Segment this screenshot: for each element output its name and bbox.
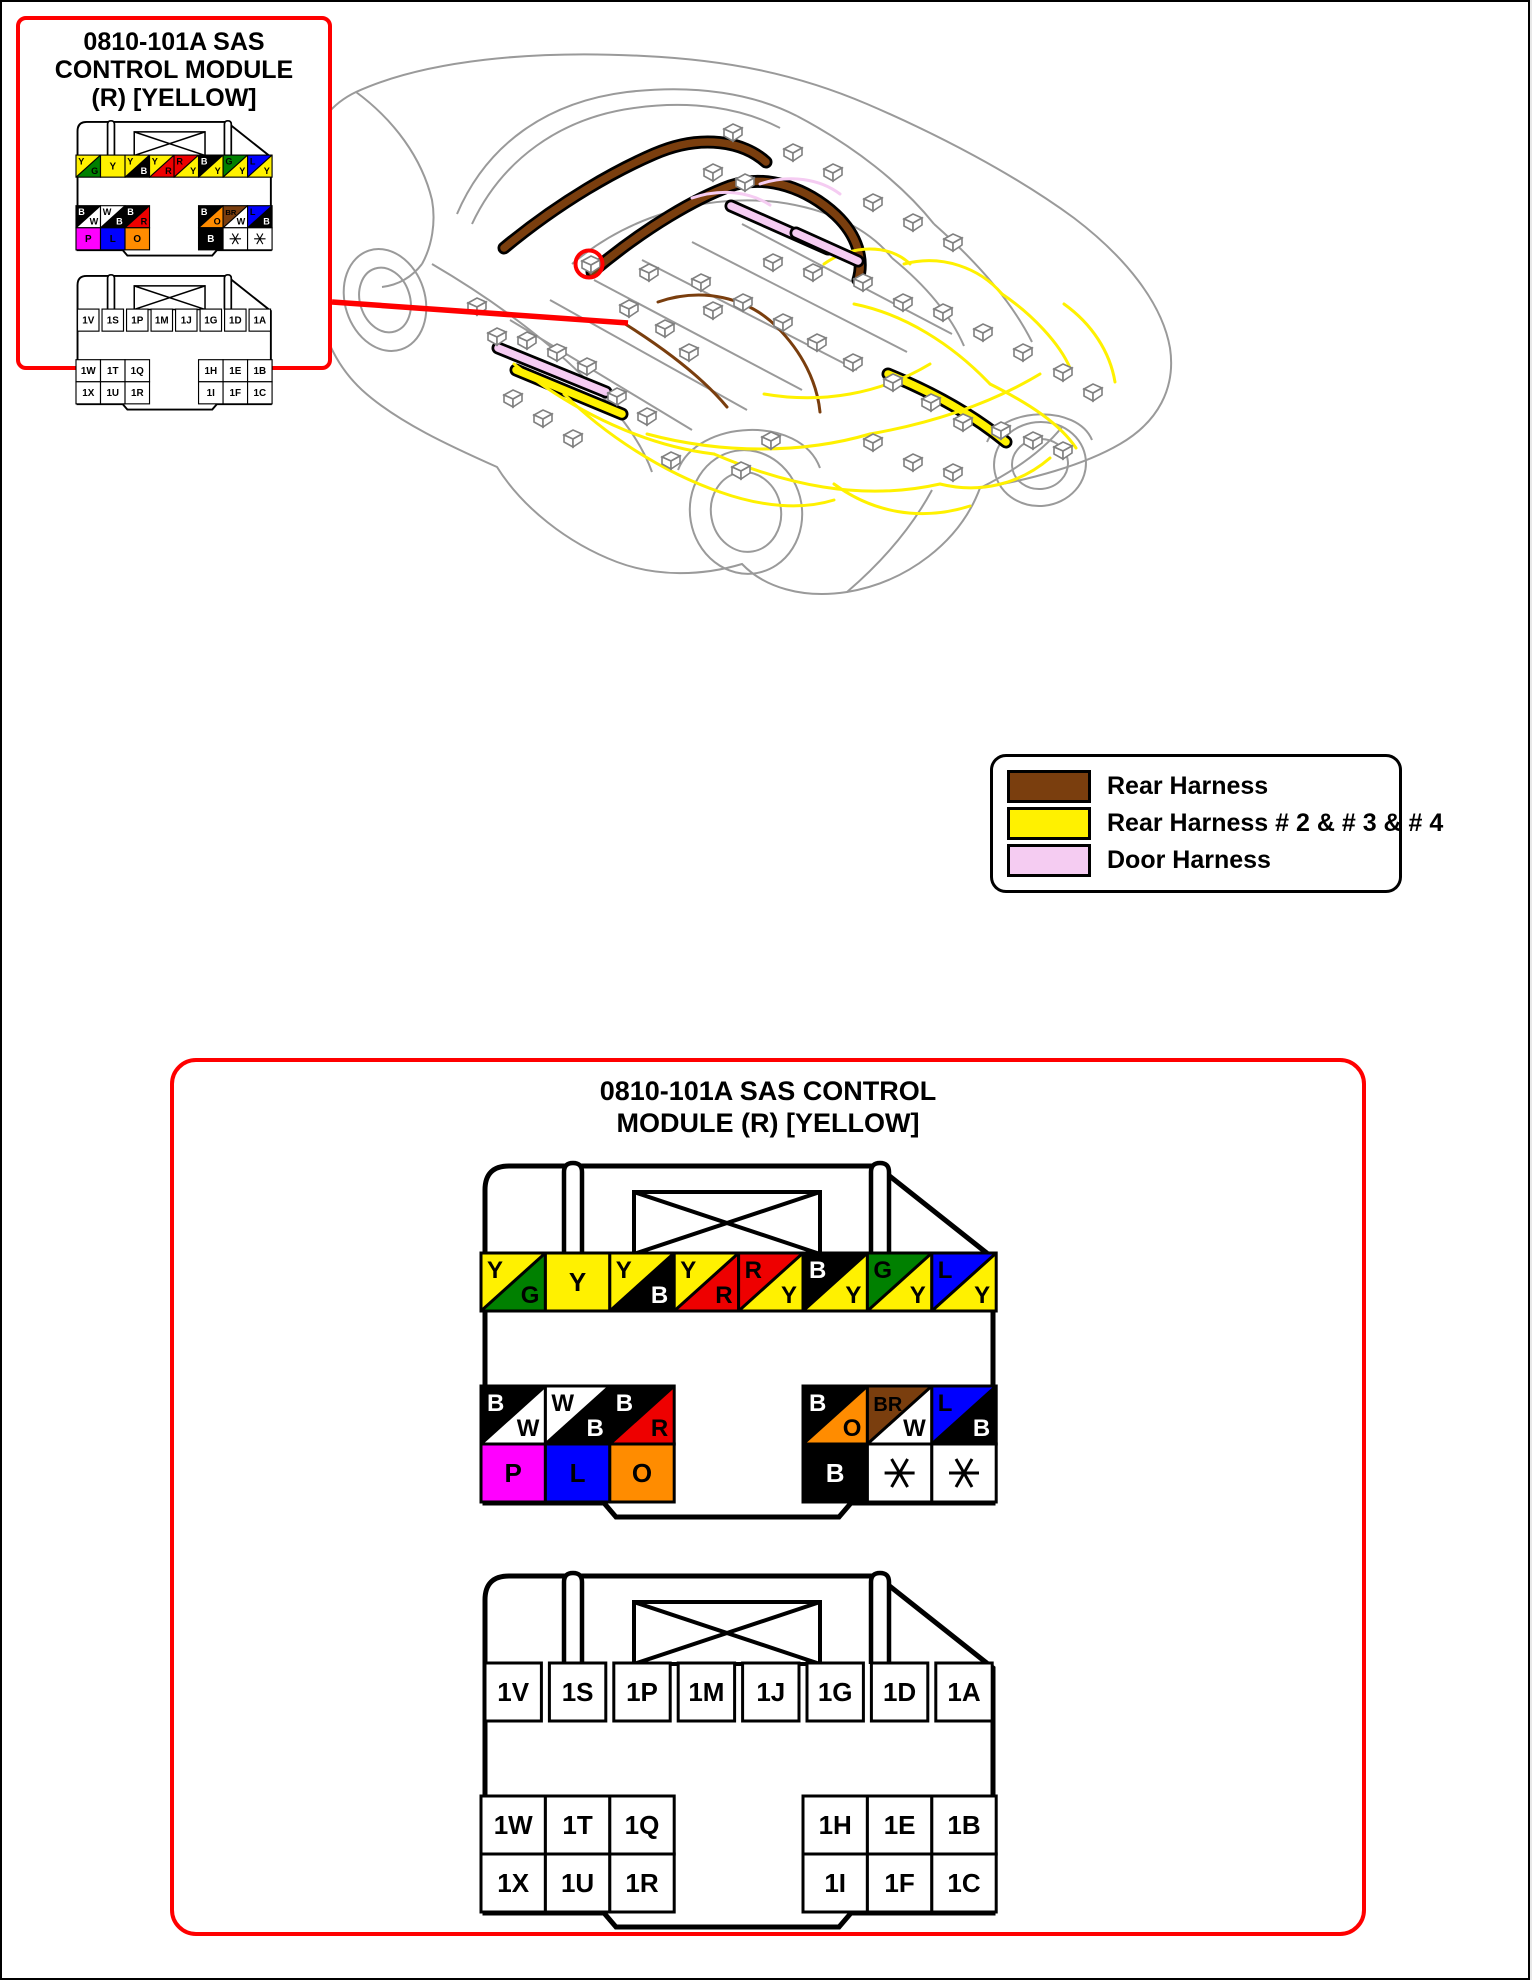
index-peg: [564, 1573, 582, 1664]
detail-title-line1: 0810-101A SAS CONTROL: [599, 1076, 937, 1106]
pin-cell-Y: [101, 155, 126, 177]
pin-cell-W-B: [101, 206, 126, 228]
svg-text:B: B: [200, 156, 208, 167]
svg-text:Y: Y: [615, 1257, 632, 1284]
svg-text:B: B: [972, 1415, 991, 1442]
svg-text:B: B: [78, 207, 85, 218]
pin-cell-B-O: [803, 1386, 867, 1444]
svg-text:B: B: [615, 1390, 634, 1417]
pin-cell-B: [803, 1444, 867, 1502]
pin-cell-*: [248, 228, 273, 250]
index-peg: [871, 1163, 889, 1254]
svg-text:O: O: [842, 1415, 862, 1442]
pin-cell-1B: [248, 360, 273, 382]
svg-text:Y: Y: [127, 156, 134, 167]
pin-cell-B-W: [481, 1386, 545, 1444]
svg-text:L: L: [937, 1257, 953, 1284]
svg-text:R: R: [650, 1415, 669, 1442]
svg-text:B: B: [809, 1257, 827, 1284]
svg-text:Y: Y: [568, 1267, 587, 1297]
svg-text:B: B: [200, 207, 208, 218]
pin-cell-1T: [101, 360, 126, 382]
svg-text:B: B: [207, 234, 215, 246]
svg-text:Y: Y: [780, 1282, 797, 1309]
svg-text:Y: Y: [974, 1282, 991, 1309]
index-peg: [871, 1573, 889, 1664]
legend-label: Door Harness: [1107, 846, 1271, 874]
pin-cell-1E: [867, 1796, 931, 1854]
svg-text:1H: 1H: [204, 366, 218, 378]
pin-cell-B-Y: [803, 1253, 867, 1311]
svg-text:1S: 1S: [561, 1677, 594, 1707]
legend-row-door-harness: [1007, 844, 1391, 877]
pin-cell-1E: [223, 360, 248, 382]
detail-title-line2: MODULE (R) [YELLOW]: [616, 1107, 920, 1138]
pin-cell-1U: [101, 382, 126, 404]
index-peg: [224, 121, 231, 156]
svg-text:Y: Y: [151, 156, 158, 167]
pin-cell-1J: [176, 309, 197, 331]
pin-cell-G-Y: [867, 1253, 931, 1311]
pin-cell-1G: [200, 309, 221, 331]
svg-text:B: B: [263, 216, 270, 227]
pin-cell-Y-B: [610, 1253, 674, 1311]
svg-text:1T: 1T: [106, 366, 119, 378]
svg-text:Y: Y: [263, 166, 270, 177]
svg-text:L: L: [109, 234, 116, 246]
pin-cell-1S: [102, 309, 123, 331]
svg-text:B: B: [487, 1390, 505, 1417]
pin-cell-*: [867, 1444, 931, 1502]
harness-legend: [990, 754, 1444, 893]
pin-cell-B-Y: [199, 155, 224, 177]
svg-text:1X: 1X: [497, 1868, 530, 1898]
svg-text:1W: 1W: [80, 366, 96, 378]
detail-title: [174, 1076, 1362, 1140]
pin-cell-1P: [614, 1663, 670, 1721]
connector-b-pinout: [481, 1566, 996, 1933]
pin-cell-1X: [481, 1854, 545, 1912]
svg-text:B: B: [825, 1458, 845, 1488]
pin-cell-O: [125, 228, 150, 250]
svg-text:B: B: [127, 207, 134, 218]
pin-cell-1M: [678, 1663, 734, 1721]
svg-text:1I: 1I: [824, 1868, 847, 1898]
svg-text:R: R: [176, 156, 183, 167]
pin-cell-B: [199, 228, 224, 250]
pin-cell-1I: [803, 1854, 867, 1912]
legend-label: Rear Harness: [1107, 772, 1269, 800]
rear-harness-234-swatch: [1007, 807, 1091, 840]
svg-text:1F: 1F: [884, 1868, 915, 1898]
pin-cell-L-B: [248, 206, 273, 228]
pin-cell-R-Y: [174, 155, 199, 177]
svg-text:B: B: [650, 1282, 669, 1309]
svg-text:G: G: [873, 1257, 893, 1284]
svg-text:Y: Y: [190, 166, 197, 177]
pin-cell-1D: [871, 1663, 927, 1721]
pin-cell-1A: [936, 1663, 992, 1721]
pin-cell-1H: [199, 360, 224, 382]
svg-text:G: G: [520, 1282, 540, 1309]
svg-text:R: R: [715, 1282, 733, 1309]
pin-cell-1C: [932, 1854, 996, 1912]
svg-text:Y: Y: [78, 156, 85, 167]
svg-text:1R: 1R: [625, 1868, 659, 1898]
pin-cell-1V: [78, 309, 99, 331]
pin-cell-L-Y: [932, 1253, 996, 1311]
pin-cell-1Q: [125, 360, 150, 382]
callout-title-line1: 0810-101A SAS: [83, 28, 265, 56]
pin-cell-P: [76, 228, 101, 250]
svg-text:B: B: [586, 1415, 604, 1442]
legend-label: Rear Harness # 2 & # 3 & # 4: [1107, 809, 1444, 837]
svg-text:R: R: [165, 166, 172, 177]
svg-text:BR: BR: [873, 1394, 903, 1416]
svg-text:B: B: [809, 1390, 827, 1417]
pin-cell-1U: [545, 1854, 609, 1912]
door-harness-swatch: [1007, 844, 1091, 877]
svg-text:L: L: [249, 156, 256, 167]
index-peg: [224, 275, 231, 310]
svg-text:W: W: [516, 1415, 540, 1442]
svg-text:1S: 1S: [106, 315, 119, 327]
svg-text:1V: 1V: [82, 315, 95, 327]
svg-text:1E: 1E: [229, 366, 242, 378]
svg-text:W: W: [903, 1415, 926, 1442]
svg-text:W: W: [89, 216, 99, 227]
pin-cell-B-W: [76, 206, 101, 228]
svg-text:L: L: [937, 1390, 953, 1417]
svg-text:1T: 1T: [562, 1810, 593, 1840]
svg-text:Y: Y: [487, 1257, 504, 1284]
svg-text:1M: 1M: [154, 315, 169, 327]
index-peg: [108, 121, 115, 156]
connector-a-pinout: [481, 1156, 996, 1523]
svg-text:Y: Y: [680, 1257, 697, 1284]
svg-text:1B: 1B: [253, 366, 267, 378]
svg-text:1D: 1D: [228, 315, 242, 327]
svg-text:Y: Y: [239, 166, 246, 177]
pin-cell-O: [610, 1444, 674, 1502]
pin-cell-*: [223, 228, 248, 250]
svg-text:1J: 1J: [756, 1677, 786, 1707]
mini-connector-a: [76, 118, 272, 258]
svg-text:L: L: [249, 207, 256, 218]
svg-text:1D: 1D: [882, 1677, 917, 1707]
svg-text:1A: 1A: [947, 1677, 981, 1707]
pin-cell-Y-R: [674, 1253, 738, 1311]
svg-text:O: O: [133, 234, 142, 246]
pin-cell-L: [101, 228, 126, 250]
pin-cell-BR-W: [867, 1386, 931, 1444]
pin-cell-BR-W: [223, 206, 248, 228]
pin-cell-L-B: [932, 1386, 996, 1444]
svg-text:1G: 1G: [204, 315, 218, 327]
pin-cell-1R: [125, 382, 150, 404]
svg-text:P: P: [504, 1458, 522, 1488]
svg-text:R: R: [744, 1257, 762, 1284]
svg-text:1R: 1R: [130, 388, 144, 400]
svg-text:O: O: [631, 1458, 653, 1488]
svg-text:1P: 1P: [131, 315, 144, 327]
pin-cell-Y-R: [150, 155, 175, 177]
svg-text:B: B: [140, 166, 148, 177]
svg-text:R: R: [140, 216, 148, 227]
pin-cell-1T: [545, 1796, 609, 1854]
pin-cell-*: [932, 1444, 996, 1502]
svg-text:Y: Y: [909, 1282, 926, 1309]
index-peg: [108, 275, 115, 310]
pin-cell-G-Y: [223, 155, 248, 177]
pin-cell-B-R: [125, 206, 150, 228]
pin-cell-Y-B: [125, 155, 150, 177]
pin-cell-1M: [151, 309, 172, 331]
pin-cell-1R: [610, 1854, 674, 1912]
svg-text:W: W: [102, 207, 112, 218]
index-peg: [564, 1163, 582, 1254]
pin-cell-Y: [545, 1253, 609, 1311]
pin-cell-1C: [248, 382, 273, 404]
svg-text:1H: 1H: [818, 1810, 852, 1840]
pin-cell-P: [481, 1444, 545, 1502]
svg-text:Y: Y: [109, 161, 117, 173]
svg-text:1J: 1J: [180, 315, 192, 327]
pin-cell-B-R: [610, 1386, 674, 1444]
svg-text:1C: 1C: [253, 388, 267, 400]
svg-text:1P: 1P: [626, 1677, 658, 1707]
svg-text:1A: 1A: [253, 315, 267, 327]
svg-text:G: G: [225, 156, 233, 167]
legend-row-rear-harness: [1007, 770, 1391, 803]
svg-text:1W: 1W: [493, 1810, 533, 1840]
pin-cell-1S: [549, 1663, 605, 1721]
pin-cell-1W: [481, 1796, 545, 1854]
pin-cell-1H: [803, 1796, 867, 1854]
svg-text:1V: 1V: [497, 1677, 530, 1707]
svg-text:1G: 1G: [817, 1677, 853, 1707]
pin-cell-1I: [199, 382, 224, 404]
pin-cell-1X: [76, 382, 101, 404]
pin-cell-1F: [223, 382, 248, 404]
svg-text:W: W: [236, 216, 246, 227]
svg-text:B: B: [116, 216, 123, 227]
svg-text:P: P: [84, 234, 92, 246]
pin-cell-Y-G: [76, 155, 101, 177]
pin-cell-Y-G: [481, 1253, 545, 1311]
svg-text:1I: 1I: [206, 388, 215, 400]
pin-cell-1G: [807, 1663, 863, 1721]
pin-cell-B-O: [199, 206, 224, 228]
svg-text:G: G: [91, 166, 99, 177]
svg-text:1Q: 1Q: [624, 1810, 660, 1840]
svg-text:Y: Y: [845, 1282, 862, 1309]
pin-cell-1V: [485, 1663, 541, 1721]
svg-text:1M: 1M: [688, 1677, 725, 1707]
callout-title: [20, 28, 328, 112]
svg-text:BR: BR: [225, 208, 237, 218]
pin-cell-1P: [127, 309, 148, 331]
rear-harness-swatch: [1007, 770, 1091, 803]
callout-title-line2: CONTROL MODULE: [54, 56, 294, 84]
sas-module-callout-box: [16, 16, 332, 400]
svg-text:Y: Y: [214, 166, 221, 177]
pin-cell-1J: [743, 1663, 799, 1721]
pin-cell-1A: [249, 309, 270, 331]
pin-cell-W-B: [545, 1386, 609, 1444]
svg-text:1B: 1B: [947, 1810, 981, 1840]
pin-cell-R-Y: [739, 1253, 803, 1311]
svg-text:1U: 1U: [560, 1868, 595, 1898]
callout-title-line3: (R) [YELLOW]: [91, 84, 257, 112]
svg-text:1U: 1U: [106, 388, 120, 400]
svg-text:1F: 1F: [229, 388, 242, 400]
pin-cell-1Q: [610, 1796, 674, 1854]
sas-module-detail-box: [170, 1058, 1366, 1936]
svg-text:1X: 1X: [82, 388, 95, 400]
pin-cell-1F: [867, 1854, 931, 1912]
svg-text:1Q: 1Q: [130, 366, 144, 378]
pin-cell-L-Y: [248, 155, 273, 177]
svg-text:1E: 1E: [883, 1810, 916, 1840]
svg-text:W: W: [551, 1390, 575, 1417]
pin-cell-1B: [932, 1796, 996, 1854]
svg-text:O: O: [213, 216, 221, 227]
pin-cell-1W: [76, 360, 101, 382]
svg-text:L: L: [569, 1458, 586, 1488]
pin-cell-1D: [225, 309, 246, 331]
svg-text:1C: 1C: [947, 1868, 981, 1898]
legend-row-rear-harness-234: [1007, 807, 1444, 840]
mini-connector-b: [76, 272, 272, 412]
pin-cell-L: [545, 1444, 609, 1502]
